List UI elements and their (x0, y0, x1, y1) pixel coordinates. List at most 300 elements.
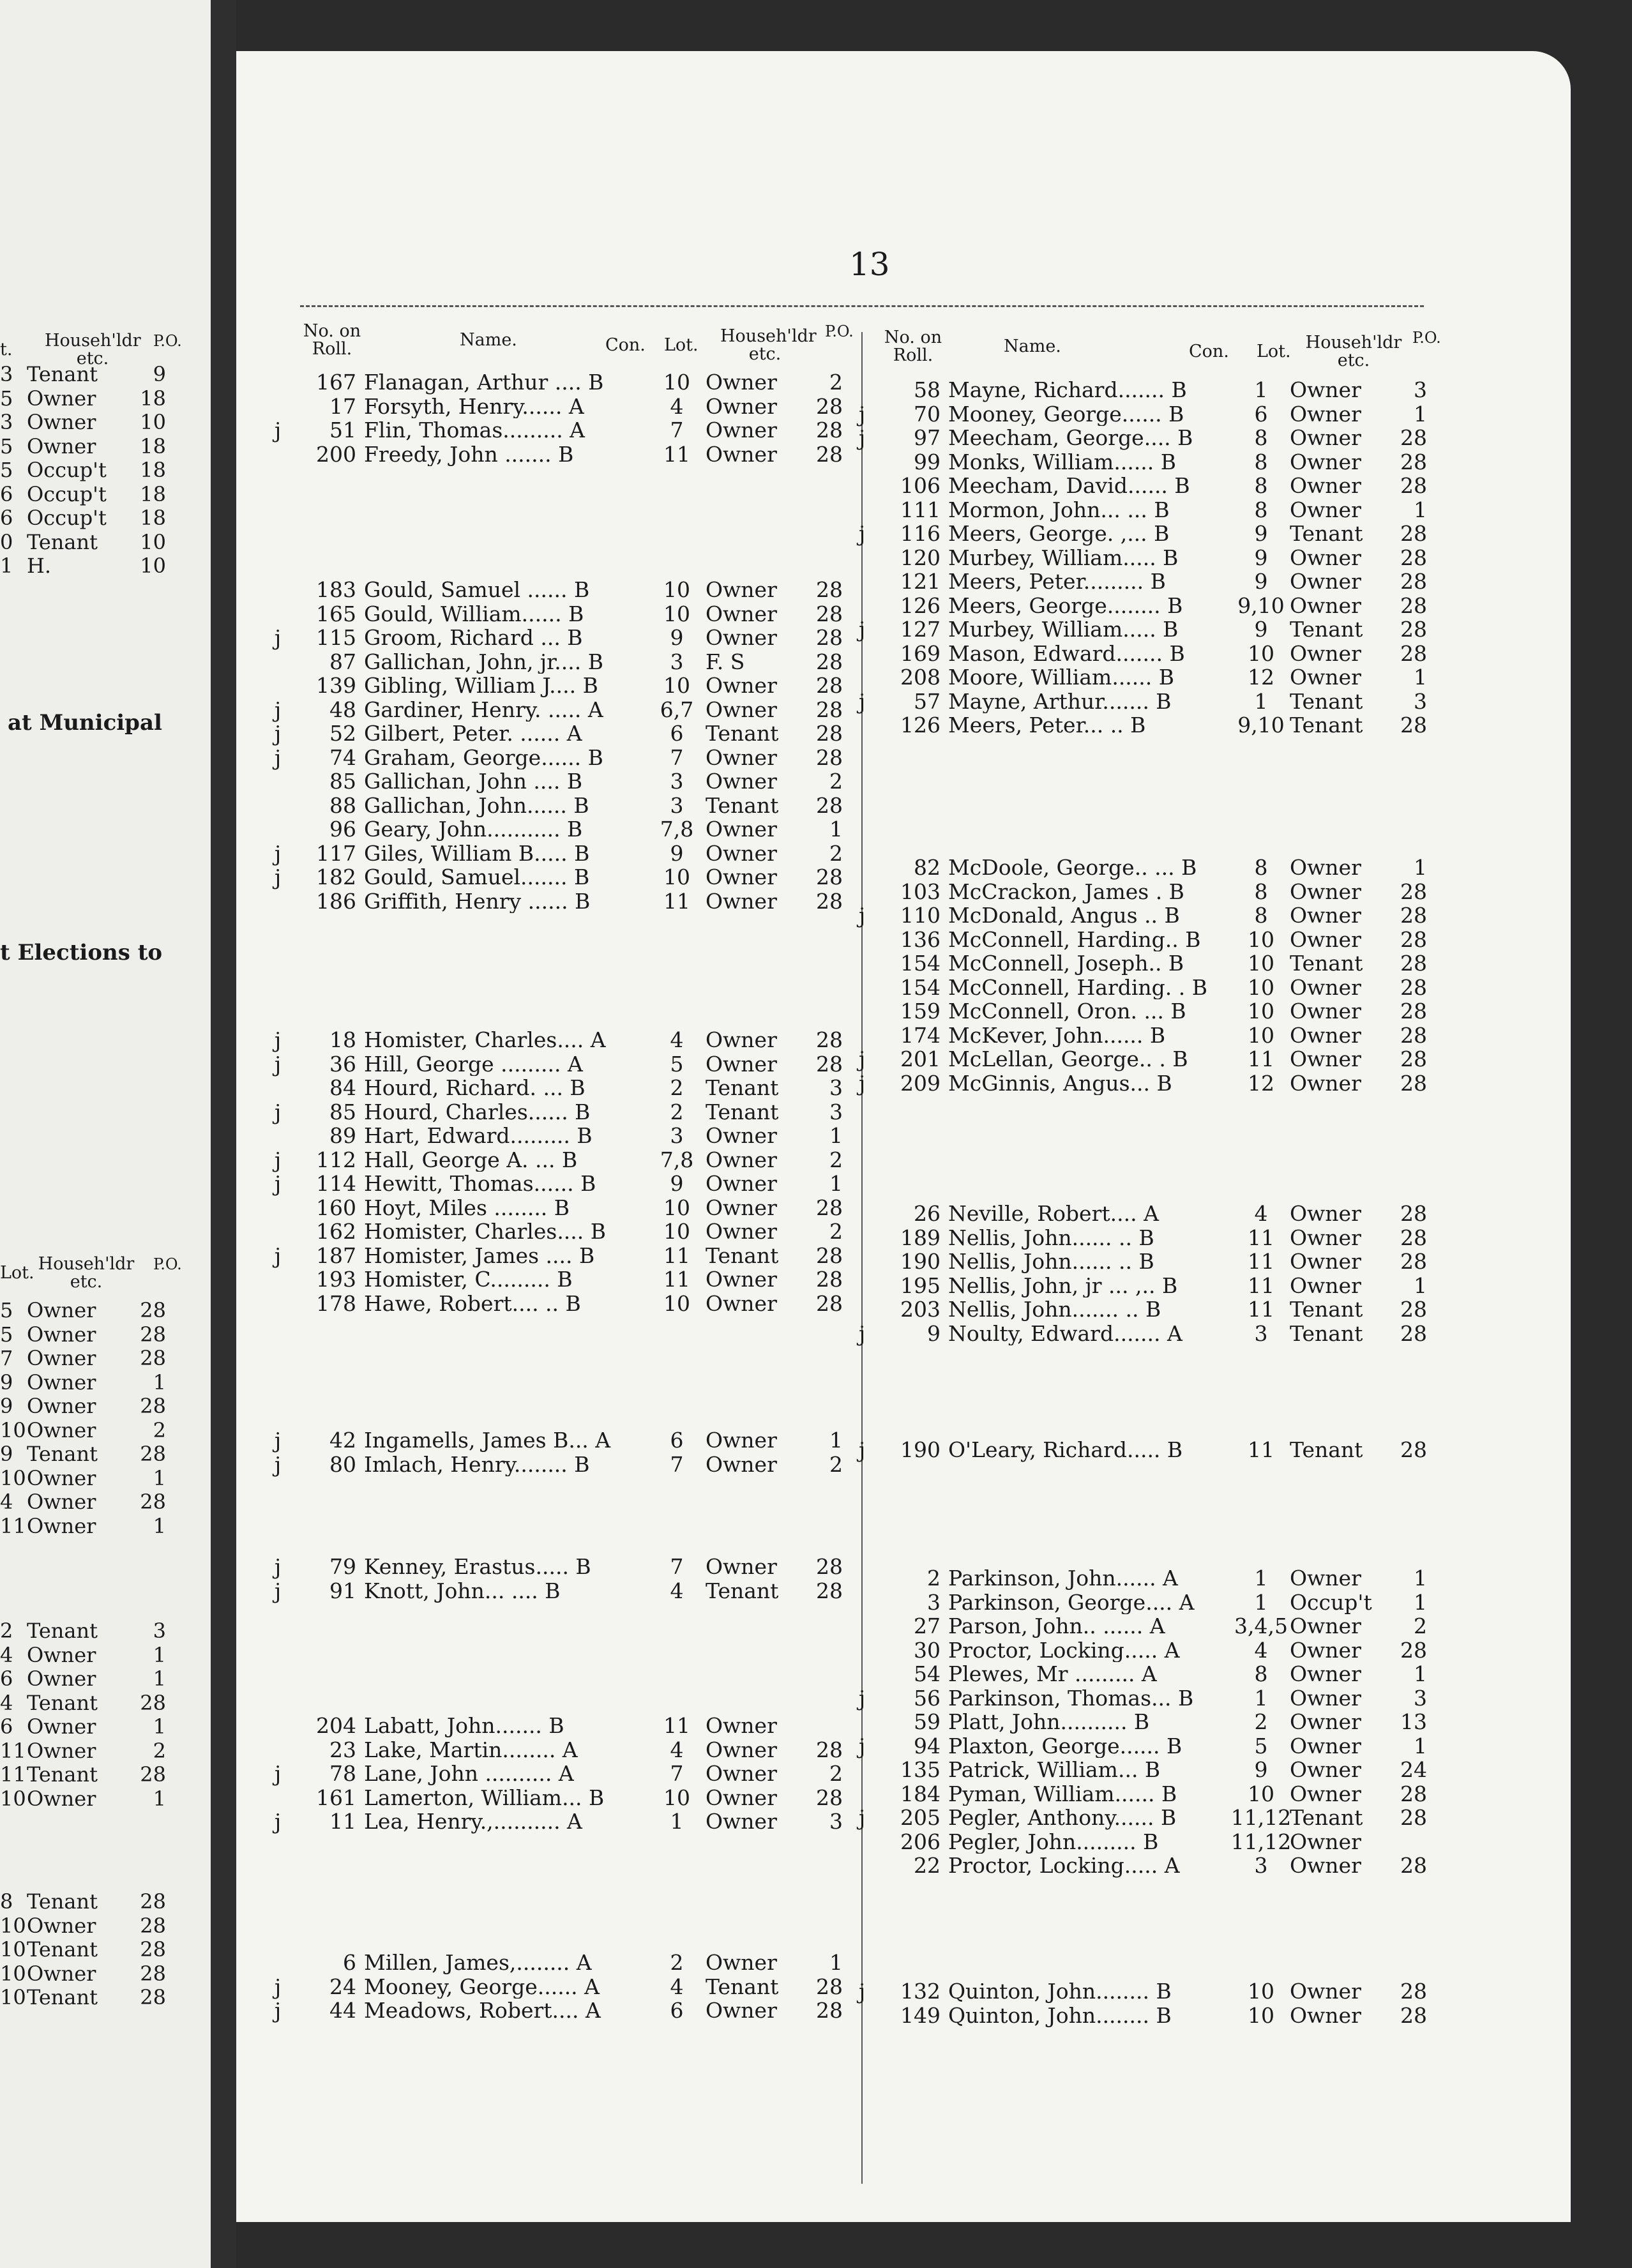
entry-name: Parson, John.. ...... A (948, 1614, 1165, 1638)
roll-entry (859, 378, 1433, 402)
entry-lot: 1 (1254, 377, 1268, 402)
entry-name: Platt, John.......... B (948, 1710, 1150, 1734)
left-lot: 11 (0, 1738, 26, 1763)
resident-marker: j (275, 1974, 282, 1999)
entry-po: 24 (1400, 1757, 1427, 1782)
entry-lot: 7,8 (660, 817, 694, 842)
entry-householder: Tenant (706, 1099, 779, 1124)
entry-name: Giles, William B..... B (364, 841, 590, 865)
entry-po: 28 (1400, 1853, 1427, 1878)
entry-name: Millen, James,........ A (364, 1951, 592, 1975)
roll-entry (275, 626, 849, 650)
entry-name: Hawe, Robert.... .. B (364, 1291, 581, 1315)
roll-entry (275, 1714, 849, 1738)
left-fragment-row (0, 458, 204, 483)
entry-name: Hourd, Charles...... B (364, 1100, 591, 1124)
header-lot-2: Lot. (1257, 342, 1291, 361)
entry-po: 2 (829, 1451, 843, 1477)
entry-po: 28 (1400, 473, 1427, 498)
entry-householder: Owner (706, 840, 777, 866)
entry-po: 28 (1400, 569, 1427, 594)
left-po: 1 (153, 1370, 166, 1395)
entry-householder: Owner (706, 1267, 777, 1292)
roll-entry (859, 1614, 1433, 1638)
resident-marker: j (859, 688, 866, 714)
roll-entry (275, 418, 849, 442)
left-po: 3 (153, 1619, 166, 1643)
entry-householder: F. S (706, 649, 745, 674)
left-lot: 1 (0, 554, 13, 578)
resident-marker: j (859, 1437, 866, 1462)
entry-po: 28 (1400, 713, 1427, 737)
entry-lot: 11 (1248, 1249, 1274, 1274)
header-no-on-roll: No. on Roll. (303, 321, 361, 359)
left-fragment-row (0, 1395, 204, 1419)
entry-po: 28 (816, 865, 843, 889)
resident-marker: j (275, 1809, 282, 1834)
entry-householder: Owner (706, 697, 777, 722)
roll-number: 183 (316, 577, 356, 602)
entry-householder: Tenant (1290, 521, 1363, 546)
entry-lot: 2 (670, 1099, 684, 1124)
entry-po: 2 (829, 769, 843, 794)
entry-name: Gardiner, Henry. ..... A (364, 697, 603, 722)
roll-entry (275, 1738, 849, 1762)
left-householder: Owner (27, 1346, 96, 1370)
entry-po: 28 (1400, 1297, 1427, 1322)
entry-lot: 11 (663, 1713, 690, 1738)
header-con: Con. (605, 335, 646, 355)
roll-number: 165 (316, 601, 356, 626)
left-householder: Owner (27, 1913, 96, 1938)
left-lot: 10 (0, 1937, 26, 1962)
left-po: 1 (153, 1667, 166, 1691)
entry-po: 28 (816, 577, 843, 602)
entry-po: 1 (829, 817, 843, 842)
left-header-mid-c: P.O. (153, 1255, 182, 1273)
entry-householder: Owner (706, 1761, 777, 1786)
entry-po: 3 (1414, 1685, 1427, 1711)
entry-householder: Owner (1290, 1249, 1361, 1274)
entry-lot: 9,10 (1237, 713, 1285, 737)
left-po: 1 (153, 1513, 166, 1538)
entry-lot: 11 (1248, 1297, 1274, 1322)
entry-householder: Owner (706, 577, 777, 602)
left-lot: 7 (0, 1346, 13, 1370)
roll-entry (859, 880, 1433, 904)
resident-marker: j (275, 1051, 282, 1077)
entry-name: Ingamells, James B... A (364, 1428, 611, 1453)
roll-number: 88 (329, 792, 356, 818)
entry-householder: Tenant (706, 1974, 779, 1999)
left-po: 18 (140, 386, 166, 411)
entry-name: Patrick, William... B (948, 1758, 1161, 1782)
entry-po: 2 (829, 1761, 843, 1786)
left-householder: Owner (27, 1786, 96, 1811)
left-householder: Owner (27, 1738, 96, 1763)
entry-name: Mason, Edward....... B (948, 641, 1185, 665)
entry-householder: Owner (1290, 593, 1361, 618)
entry-name: Gilbert, Peter. ...... A (364, 722, 582, 746)
left-po: 28 (140, 1298, 166, 1322)
entry-householder: Tenant (706, 1243, 779, 1268)
left-householder: Owner (27, 1322, 96, 1347)
entry-name: McLellan, George.. . B (948, 1047, 1188, 1071)
left-householder: Owner (27, 1394, 96, 1418)
roll-entry (275, 1810, 849, 1834)
entry-name: Nellis, John, jr ... ,.. B (948, 1273, 1178, 1297)
entry-lot: 9 (670, 625, 684, 650)
roll-entry (859, 1758, 1433, 1782)
entry-householder: Tenant (706, 721, 779, 746)
entry-po: 28 (1400, 951, 1427, 976)
roll-entry (275, 1148, 849, 1172)
roll-entry (859, 426, 1433, 450)
entry-householder: Tenant (1290, 951, 1363, 976)
entry-householder: Owner (706, 393, 777, 419)
left-householder: Tenant (27, 1442, 98, 1466)
entry-po: 28 (1400, 545, 1427, 570)
left-block-1 (0, 363, 204, 578)
entry-po: 1 (1414, 1566, 1427, 1591)
entry-po: 2 (829, 1147, 843, 1172)
entry-householder: Owner (1290, 1201, 1361, 1226)
left-lot: 6 (0, 1714, 13, 1739)
entry-householder: Tenant (1290, 1805, 1363, 1830)
entry-name: Mooney, George...... A (364, 1974, 600, 1999)
roll-number: 136 (900, 926, 941, 952)
entry-householder: Owner (1290, 1757, 1361, 1782)
entry-lot: 12 (1248, 665, 1274, 690)
resident-marker: j (859, 1685, 866, 1711)
entry-lot: 8 (1254, 1661, 1268, 1686)
entry-po: 1 (1414, 401, 1427, 427)
entry-lot: 8 (1254, 473, 1268, 498)
entry-householder: Owner (706, 1147, 777, 1172)
entry-po: 28 (1400, 640, 1427, 666)
entry-lot: 6,7 (660, 697, 694, 722)
roll-entry (275, 1975, 849, 1999)
roll-number: 160 (316, 1195, 356, 1220)
entry-po: 28 (816, 1785, 843, 1810)
entry-name: Knott, John... .... B (364, 1578, 561, 1603)
entry-lot: 11 (1248, 1225, 1274, 1250)
roll-entry (275, 1172, 849, 1196)
entry-name: Hourd, Richard. ... B (364, 1076, 586, 1100)
roll-number: 178 (316, 1290, 356, 1316)
entry-name: Pyman, William...... B (948, 1781, 1177, 1806)
entry-name: Proctor, Locking..... A (948, 1638, 1180, 1662)
entry-po: 28 (1400, 1022, 1427, 1048)
roll-number: 84 (329, 1075, 356, 1100)
left-fragment-row (0, 1347, 204, 1371)
left-po: 28 (140, 1346, 166, 1370)
entry-po: 28 (1400, 999, 1427, 1024)
entry-lot: 1 (1254, 1685, 1268, 1711)
left-fragment-row (0, 1323, 204, 1347)
entry-householder: Owner (1290, 640, 1361, 666)
entry-name: Murbey, William..... B (948, 617, 1179, 642)
entry-name: Lea, Henry.,.......... A (364, 1810, 582, 1834)
roll-number: 115 (316, 625, 356, 650)
entry-name: Mormon, John... ... B (948, 497, 1170, 522)
resident-marker: j (275, 697, 282, 722)
entry-householder: Owner (706, 745, 777, 770)
entry-po: 28 (1400, 1249, 1427, 1274)
left-po: 18 (140, 434, 166, 458)
roll-entry (275, 817, 849, 842)
entry-lot: 3 (670, 769, 684, 794)
entry-po: 28 (1400, 2002, 1427, 2028)
roll-number: 135 (900, 1757, 941, 1782)
entry-householder: Owner (706, 1195, 777, 1220)
entry-name: Homister, Charles.... B (364, 1220, 607, 1244)
entry-householder: Owner (1290, 855, 1361, 880)
resident-marker: j (275, 745, 282, 770)
entry-name: Hall, George A. ... B (364, 1147, 578, 1172)
entry-householder: Owner (706, 769, 777, 794)
entry-name: Homister, James .... B (364, 1243, 595, 1267)
entry-name: Neville, Robert.... A (948, 1202, 1159, 1226)
entry-po: 28 (1400, 617, 1427, 642)
resident-marker: j (275, 1099, 282, 1124)
left-householder: Occup't (27, 458, 107, 482)
entry-po: 2 (1414, 1614, 1427, 1638)
entry-householder: Owner (706, 625, 777, 650)
entry-name: McConnell, Harding.. B (948, 927, 1201, 951)
left-po: 1 (153, 1714, 166, 1739)
entry-po: 28 (816, 418, 843, 442)
resident-marker: j (275, 1998, 282, 2023)
entry-po: 28 (816, 393, 843, 419)
entry-lot: 10 (663, 577, 690, 602)
left-po: 18 (140, 458, 166, 482)
entry-po: 28 (1400, 1201, 1427, 1226)
entry-name: Mooney, George...... B (948, 402, 1184, 426)
entry-name: Mayne, Arthur....... B (948, 689, 1172, 713)
resident-marker: j (859, 521, 866, 546)
roll-number: 132 (900, 1979, 941, 2004)
roll-number: 89 (329, 1123, 356, 1148)
resident-marker: j (275, 865, 282, 889)
left-householder: Owner (27, 1298, 96, 1322)
entry-lot: 1 (670, 1809, 684, 1834)
entry-householder: Tenant (706, 792, 779, 818)
roll-number: 114 (316, 1171, 356, 1196)
resident-marker: j (275, 1578, 282, 1603)
left-note-elections: t Elections to (0, 940, 163, 965)
entry-po: 28 (816, 1974, 843, 1999)
roll-entry (275, 698, 849, 722)
left-householder: Tenant (27, 1762, 98, 1787)
entry-po: 28 (816, 1195, 843, 1220)
entry-po: 28 (816, 1554, 843, 1579)
entry-name: Homister, Charles.... A (364, 1028, 606, 1052)
entry-po: 28 (1400, 1225, 1427, 1250)
roll-number: 195 (900, 1273, 941, 1298)
header-con-2: Con. (1189, 342, 1229, 361)
entry-householder: Tenant (1290, 1297, 1363, 1322)
entry-name: Gallichan, John, jr.... B (364, 649, 604, 674)
roll-number: 189 (900, 1225, 941, 1250)
entry-name: McKever, John...... B (948, 1023, 1166, 1047)
entry-householder: Owner (706, 1785, 777, 1810)
roll-entry (859, 1662, 1433, 1686)
entry-lot: 10 (663, 1219, 690, 1244)
resident-marker: j (859, 1047, 866, 1071)
left-fragment-row (0, 363, 204, 387)
left-householder: H. (27, 554, 52, 578)
resident-marker: j (859, 401, 866, 427)
entry-householder: Owner (706, 1428, 777, 1453)
roll-number: 162 (316, 1219, 356, 1244)
left-po: 2 (153, 1418, 166, 1442)
entry-po: 3 (829, 1099, 843, 1124)
entry-householder: Owner (706, 865, 777, 889)
roll-number: 3 (927, 1589, 941, 1615)
header-no-on-roll-2: No. on Roll. (884, 328, 942, 365)
entry-householder: Owner (1290, 974, 1361, 1000)
entry-po: 28 (816, 745, 843, 770)
entry-householder: Tenant (1290, 1320, 1363, 1346)
entry-name: Forsyth, Henry...... A (364, 394, 584, 418)
roll-number: 6 (343, 1950, 356, 1975)
roll-number: 80 (329, 1451, 356, 1477)
entry-name: Hill, George ......... A (364, 1052, 583, 1076)
entry-householder: Owner (706, 1451, 777, 1477)
entry-lot: 11,12 (1230, 1805, 1292, 1830)
entry-po: 28 (816, 697, 843, 722)
entry-name: Groom, Richard ... B (364, 626, 583, 650)
roll-number: 58 (914, 377, 941, 402)
entry-name: Quinton, John........ B (948, 1979, 1172, 2004)
entry-lot: 3 (670, 649, 684, 674)
resident-marker: j (275, 1428, 282, 1453)
roll-entry (275, 865, 849, 889)
roll-entry (859, 594, 1433, 618)
roll-entry (859, 1438, 1433, 1462)
entry-po: 28 (816, 792, 843, 818)
left-householder: Owner (27, 1490, 96, 1514)
entry-lot: 10 (1248, 1781, 1274, 1806)
resident-marker: j (859, 903, 866, 928)
left-lot: 6 (0, 481, 13, 506)
entry-lot: 11 (663, 1243, 690, 1268)
entry-householder: Owner (1290, 1614, 1361, 1638)
roll-entry (275, 1076, 849, 1100)
entry-householder: Tenant (1290, 617, 1363, 642)
entry-name: McConnell, Joseph.. B (948, 951, 1184, 976)
entry-lot: 1 (1254, 1589, 1268, 1615)
left-po: 9 (153, 362, 166, 386)
roll-entry (275, 1292, 849, 1316)
entry-lot: 6 (670, 1998, 684, 2023)
roll-number: 110 (900, 903, 941, 928)
roll-number: 11 (329, 1809, 356, 1834)
left-householder: Owner (27, 1370, 96, 1395)
left-po: 28 (140, 1985, 166, 2009)
entry-name: Quinton, John........ B (948, 2003, 1172, 2027)
roll-number: 159 (900, 999, 941, 1024)
entry-householder: Owner (1290, 1829, 1361, 1854)
resident-marker: j (275, 1027, 282, 1052)
entry-lot: 9 (1254, 521, 1268, 546)
entry-householder: Owner (1290, 1047, 1361, 1071)
roll-entry (859, 1024, 1433, 1048)
roll-entry (275, 395, 849, 419)
roll-entry (275, 1951, 849, 1975)
roll-entry (859, 690, 1433, 714)
left-po: 18 (140, 481, 166, 506)
entry-householder: Owner (1290, 1709, 1361, 1734)
left-fragment-row (0, 1938, 204, 1962)
roll-entry (275, 1428, 849, 1453)
entry-name: Gould, Samuel ...... B (364, 578, 590, 602)
entry-name: Gibling, William J.... B (364, 674, 598, 698)
left-lot: 9 (0, 1394, 13, 1418)
roll-entry (859, 1638, 1433, 1663)
roll-entry (275, 1267, 849, 1292)
entry-lot: 8 (1254, 855, 1268, 880)
entry-householder: Tenant (1290, 1437, 1363, 1462)
roll-entry (859, 976, 1433, 1000)
roll-entry (275, 1453, 849, 1477)
left-fragment-row (0, 1962, 204, 1986)
entry-lot: 4 (670, 1974, 684, 1999)
roll-entry (275, 674, 849, 698)
left-lot: 10 (0, 1961, 26, 1986)
left-lot: 11 (0, 1513, 26, 1538)
roll-number: 97 (914, 425, 941, 450)
left-fragment-row (0, 1619, 204, 1644)
entry-lot: 3 (670, 1123, 684, 1148)
entry-name: Parkinson, John...... A (948, 1566, 1178, 1591)
left-householder: Occup't (27, 481, 107, 506)
left-fragment-row (0, 1763, 204, 1787)
entry-lot: 9 (1254, 1757, 1268, 1782)
entry-householder: Owner (706, 1554, 777, 1579)
left-po: 10 (140, 554, 166, 578)
header-rule (300, 305, 1424, 307)
roll-number: 23 (329, 1737, 356, 1762)
entry-lot: 9 (670, 840, 684, 866)
entry-name: Meers, Peter... .. B (948, 713, 1146, 737)
entry-lot: 7 (670, 1451, 684, 1477)
entry-householder: Owner (706, 601, 777, 626)
left-fragment-row (0, 1442, 204, 1467)
entry-lot: 8 (1254, 903, 1268, 928)
entry-householder: Owner (706, 1051, 777, 1077)
entry-name: Murbey, William..... B (948, 545, 1179, 570)
entry-lot: 1 (1254, 688, 1268, 714)
roll-entry (859, 1734, 1433, 1758)
left-householder: Tenant (27, 1985, 98, 2009)
entry-name: Pegler, Anthony...... B (948, 1806, 1177, 1830)
left-fragment-row (0, 1515, 204, 1539)
roll-entry (859, 1250, 1433, 1274)
entry-lot: 8 (1254, 425, 1268, 450)
entry-po: 28 (1400, 926, 1427, 952)
entry-lot: 7 (670, 1554, 684, 1579)
entry-lot: 9 (1254, 617, 1268, 642)
resident-marker: j (859, 1733, 866, 1758)
roll-number: 82 (914, 855, 941, 880)
roll-number: 42 (329, 1428, 356, 1453)
roll-number: 85 (329, 1099, 356, 1124)
roll-number: 209 (900, 1070, 941, 1096)
roll-number: 22 (914, 1853, 941, 1878)
roll-number: 57 (914, 688, 941, 714)
